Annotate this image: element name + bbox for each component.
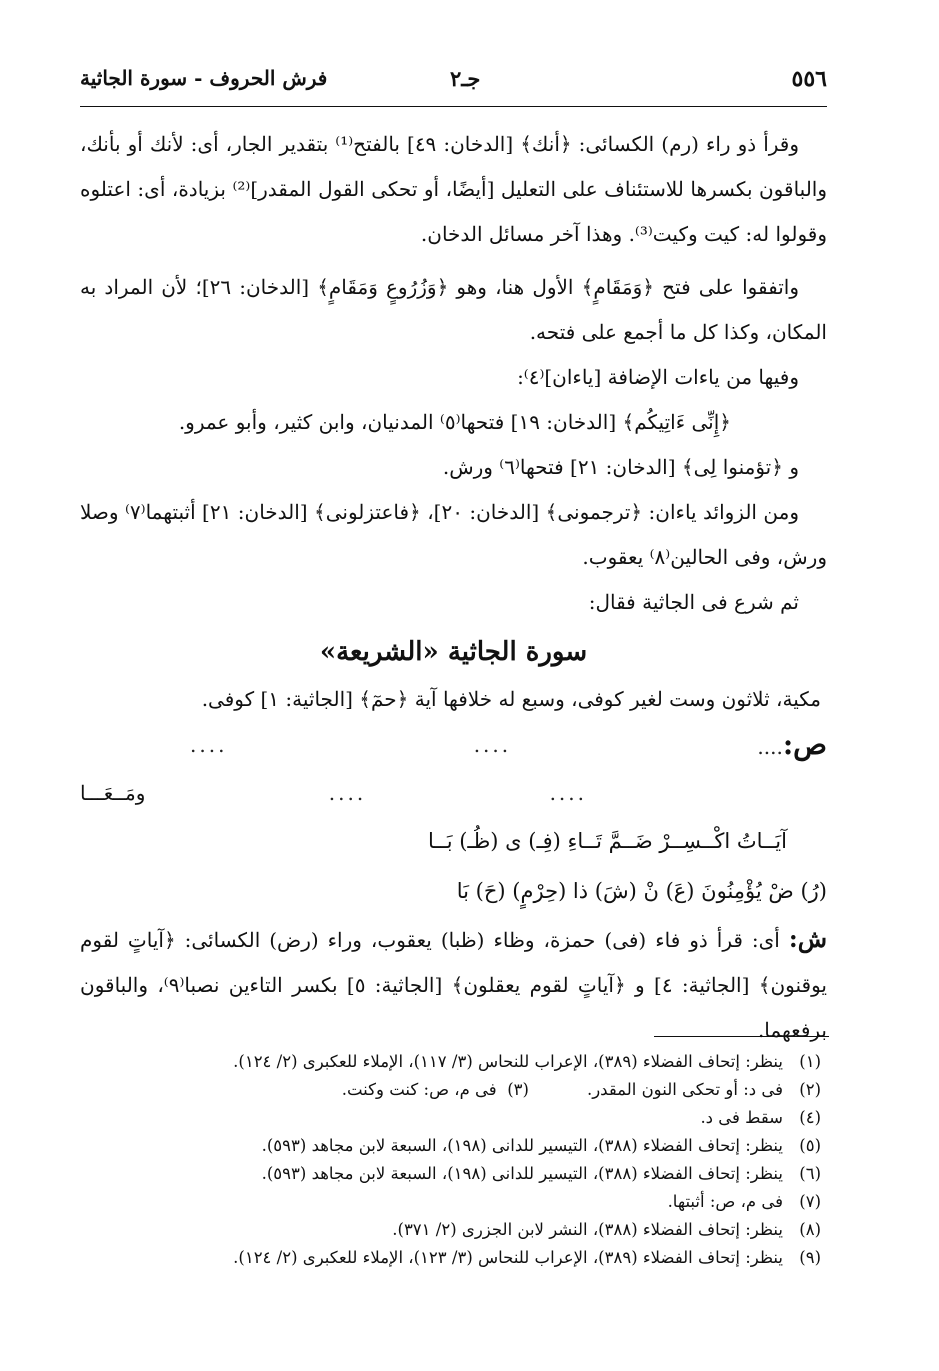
dots-4: ....	[549, 781, 587, 805]
commentary-text: أى: قرأ ذو فاء (فى) حمزة، وظاء (ظبا) يعقوب، وراء (رض) الكسائى: ﴿آياتٍ لقوم يوقنون﴾ [الجاثية: ٤] و ﴿آياتٍ لقوم يعقلون﴾ [الجاثية: ٥] بكسر التاءين نصبا⁽٩⁾، والباقون برفعهما.	[80, 928, 827, 1042]
footnote-text: ينظر: إتحاف الفضلاء (٣٨٨)، التيسير للدانى (١٩٨)، السبعة لابن مجاهد (٥٩٣).	[261, 1136, 783, 1155]
footnote-mark: (١)	[799, 1052, 821, 1071]
footnote-4	[80, 1104, 827, 1132]
page-number: ٥٥٦	[791, 66, 827, 92]
footnote-text: ينظر: إتحاف الفضلاء (٣٨٨)، النشر لابن الجزرى (٢/ ٣٧١).	[392, 1220, 783, 1239]
commentary	[80, 916, 827, 1053]
footnote-mark: (٧)	[799, 1192, 821, 1211]
footnote-mark: (٨)	[799, 1220, 821, 1239]
paragraph-ankaa: وقرأ ذو راء (رم) الكسائى: ﴿أنك﴾ [الدخان: ٤٩] بالفتح⁽¹⁾ بتقدير الجار، أى: لأنك أو بأنك، والباقون بكسرها للاستئناف على التعليل [أيضًا، أو تحكى القول المقدر]⁽²⁾ بزيادة، أى: اعتلوه وقولوا له: كيت وكيت⁽³⁾. وهذا آخر مسائل الدخان.	[80, 132, 828, 246]
dots-2: ....	[473, 733, 512, 757]
sura-title: سورة الجاثية «الشريعة»	[319, 637, 588, 667]
sura-intro: مكية، ثلاثون وست لغير كوفى، وسبع له خلافها آية ﴿حمٓ﴾ [الجاثية: ١] كوفى.	[201, 687, 821, 711]
verse-line-2: (رُ) ضْ يُؤْمِنُونَ (عَ) نْ (شَ) ذا (حِرْمٍ) (حَ) بَا	[456, 879, 827, 903]
footnote-1	[80, 1048, 827, 1076]
verse-row-1	[80, 722, 827, 770]
paragraph-inni-atikum: ﴿إِنِّى ءَاتِيكُم﴾ [الدخان: ١٩] فتحها⁽٥⁾ المدنيان، وابن كثير، وأبو عمرو.	[178, 410, 731, 434]
footnote-text: فى م، ص: كنت وكنت.	[341, 1080, 497, 1099]
wa-ma-a: ومَــعَـــا	[80, 781, 146, 805]
footnote-mark: (٥)	[799, 1136, 821, 1155]
paragraph-tuminu-li: و ﴿تؤمنوا لِى﴾ [الدخان: ٢١] فتحها⁽٦⁾ ورش.	[442, 455, 799, 479]
volume-label: جـ٢	[450, 66, 481, 91]
footnote-2-3	[80, 1076, 827, 1104]
verse-label-group	[757, 722, 827, 770]
footnote-text: ينظر: إتحاف الفضلاء (٣٨٩)، الإعراب للنحاس (٣/ ١١٧)، الإملاء للعكبرى (٢/ ١٢٤).	[233, 1052, 783, 1071]
footnote-mark: (٣)	[507, 1080, 529, 1099]
dots-5: ....	[328, 781, 367, 805]
footnote-5	[80, 1132, 827, 1160]
footnote-9	[80, 1244, 827, 1272]
footnote-text: فى م، ص: أثبتها.	[667, 1192, 783, 1211]
paragraph-transition: ثم شرع فى الجاثية فقال:	[588, 590, 799, 614]
page-header	[80, 66, 827, 102]
footnote-mark: (٩)	[799, 1248, 821, 1267]
footnote-mark: (٢)	[799, 1080, 821, 1099]
footnote-rule	[654, 1036, 829, 1037]
footnote-mark: (٤)	[799, 1108, 821, 1127]
sad-label: ص:	[782, 728, 827, 761]
header-rule	[80, 106, 827, 107]
footnote-text: سقط فى د.	[700, 1108, 783, 1127]
paragraph-zawaid: ومن الزوائد ياءان: ﴿ترجمونى﴾ [الدخان: ٢٠]، ﴿فاعتزلونى﴾ [الدخان: ٢١] أثبتهما⁽٧⁾ وصلا ورش، وفى الحالين⁽٨⁾ يعقوب.	[80, 500, 827, 569]
footnote-7	[80, 1188, 827, 1216]
footnote-text: ينظر: إتحاف الفضلاء (٣٨٨)، التيسير للدانى (١٩٨)، السبعة لابن مجاهد (٥٩٣).	[261, 1164, 783, 1183]
paragraph-yaat-idafa: وفيها من ياءات الإضافة [ياءان]⁽٤⁾:	[517, 365, 799, 389]
paragraph-maqam: واتفقوا على فتح ﴿وَمَقَامٍ﴾ الأول هنا، وهو ﴿وَزُرُوعٍ وَمَقَامٍ﴾ [الدخان: ٢٦]؛ لأن المراد به المكان، وكذا كل ما أجمع على فتحه.	[80, 275, 827, 344]
dots-3: ....	[190, 733, 228, 757]
main-text	[80, 122, 827, 1053]
footnote-8	[80, 1216, 827, 1244]
verse-row-2	[80, 770, 827, 816]
running-title: فرش الحروف - سورة الجاثية	[80, 66, 328, 90]
sheen-label: ش:	[788, 924, 827, 953]
verse-line-1: آيَــاتُ اكْــسِــرْ ضَــمَّ تَــاءِ (فِـ) ى (ظُـ) بَــا	[428, 829, 787, 853]
footnote-6	[80, 1160, 827, 1188]
footnote-text: فى د: أو تحكى النون المقدر.	[586, 1080, 783, 1099]
footnote-mark: (٦)	[799, 1164, 821, 1183]
verse-block	[80, 722, 827, 916]
footnotes	[80, 1048, 827, 1272]
footnote-text: ينظر: إتحاف الفضلاء (٣٨٩)، الإعراب للنحاس (٣/ ١٢٣)، الإملاء للعكبرى (٢/ ١٢٤).	[233, 1248, 783, 1267]
dots-1: ....	[757, 735, 783, 759]
